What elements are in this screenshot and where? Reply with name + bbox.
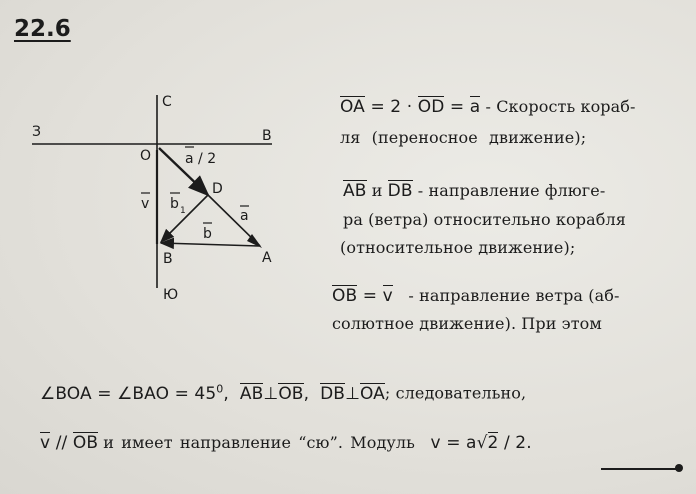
label-a-half	[185, 147, 216, 167]
label-south: Ю	[163, 287, 179, 303]
point-a: A	[262, 250, 272, 266]
vector-db	[161, 195, 208, 242]
text-line-9: v // OB и имеет направление “сю”. Модуль v = a√2 / 2.	[40, 433, 532, 453]
label-north: С	[162, 94, 172, 110]
svg-text:1: 1	[180, 206, 186, 216]
svg-text:a / 2: a / 2	[185, 151, 217, 167]
answer-dot	[675, 464, 683, 472]
label-b	[203, 223, 212, 242]
text-line-3: AB и DB - направление флюге-	[343, 181, 606, 201]
text-line-7: солютное движение). При этом	[332, 314, 602, 333]
text-line-2: ля (переносное движение);	[340, 128, 587, 147]
label-b1	[170, 193, 186, 216]
label-a	[240, 206, 249, 224]
point-d: D	[212, 181, 223, 197]
text-line-4: ра (ветра) относительно корабля	[343, 210, 626, 229]
vector-ab	[161, 243, 259, 246]
text-line-5: (относительное движение);	[340, 238, 576, 257]
label-v	[141, 193, 150, 212]
svg-text:b: b	[203, 226, 212, 242]
answer-underline	[601, 468, 681, 470]
text-line-6: OB = v - направление ветра (аб-	[332, 286, 620, 306]
label-west: З	[32, 124, 41, 140]
vector-oa: OA	[340, 97, 365, 117]
point-o: O	[140, 148, 152, 164]
text-line-8: ∠BOA = ∠BAO = $45^0$, AB⊥OB, DB⊥OA; следовательно,	[40, 382, 527, 404]
vector-od-text: OD	[417, 97, 445, 117]
svg-text:v: v	[141, 196, 150, 212]
label-east: В	[262, 128, 272, 144]
problem-number: 22.6	[14, 16, 71, 42]
svg-text:b: b	[170, 196, 179, 212]
text-line-1: OA = 2 · OD = a - Скорость кораб-	[340, 97, 636, 117]
point-b: B	[163, 251, 173, 267]
svg-text:a: a	[240, 208, 249, 224]
